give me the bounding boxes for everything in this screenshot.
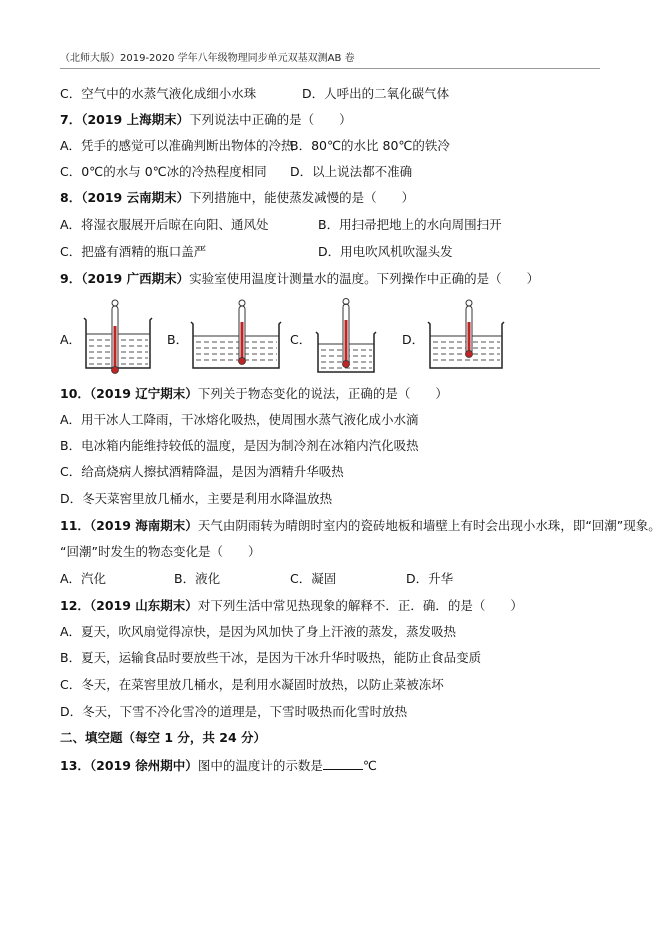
q10-number: 10． bbox=[60, 386, 90, 401]
q13-unit: ℃ bbox=[362, 758, 377, 773]
q9-text: 实验室使用温度计测量水的温度。下列操作中正确的是（ ） bbox=[189, 271, 540, 286]
q7-option-c: C．0℃的水与 0℃冰的冷热程度相同 bbox=[60, 164, 267, 179]
q7-text: 下列说法中正确的是（ ） bbox=[189, 112, 352, 127]
beaker-a-figure bbox=[78, 298, 158, 374]
section-title-fill-in: 二、填空题（每空 1 分，共 24 分） bbox=[60, 730, 267, 745]
q9-stem bbox=[60, 271, 539, 287]
q9-option-d-label: D． bbox=[402, 332, 425, 347]
q12-option-d: D．冬天，下雪不冷化雪冷的道理是，下雪时吸热而化雪时放热 bbox=[60, 704, 408, 719]
q12-option-c: C．冬天，在菜窖里放几桶水，是利用水凝固时放热，以防止菜被冻坏 bbox=[60, 677, 444, 692]
q12-option-b: B．夏天，运输食品时要放些干冰，是因为干冰升华时吸热，能防止食品变质 bbox=[60, 650, 482, 665]
q10-option-d: D．冬天菜窖里放几桶水，主要是利用水降温放热 bbox=[60, 491, 333, 506]
q13-number: 13． bbox=[60, 758, 90, 773]
q6-option-c: C．空气中的水蒸气液化成细小水珠 bbox=[60, 86, 257, 101]
q9-source: （2019 广西期末） bbox=[81, 271, 190, 286]
q11-option-d: D．升华 bbox=[406, 571, 454, 586]
q12-number: 12． bbox=[60, 598, 90, 613]
q12-option-a: A．夏天，吹风扇觉得凉快，是因为风加快了身上汗液的蒸发，蒸发吸热 bbox=[60, 624, 457, 639]
page-header: （北师大版）2019-2020 学年八年级物理同步单元双基双测AB 卷 bbox=[60, 53, 355, 64]
q9-number: 9． bbox=[60, 271, 82, 286]
q8-option-a: A．将湿衣服展开后晾在向阳、通风处 bbox=[60, 217, 269, 232]
q13-stem bbox=[60, 757, 377, 774]
q13-answer-blank[interactable] bbox=[323, 757, 363, 770]
q7-stem bbox=[60, 112, 352, 128]
q13-source: （2019 徐州期中） bbox=[89, 758, 198, 773]
beaker-d-figure bbox=[424, 298, 510, 374]
q8-option-b: B．用扫帚把地上的水向周围扫开 bbox=[318, 217, 502, 232]
q7-number: 7． bbox=[60, 112, 82, 127]
q10-stem bbox=[60, 386, 448, 402]
q11-source: （2019 海南期末） bbox=[89, 518, 198, 533]
q12-stem bbox=[60, 598, 523, 614]
q9-option-c bbox=[290, 298, 390, 374]
q13-text: 图中的温度计的示数是 bbox=[197, 758, 323, 773]
q7-source: （2019 上海期末） bbox=[81, 112, 190, 127]
q9-option-d bbox=[402, 298, 512, 374]
q11-text: 天气由阴雨转为晴朗时室内的瓷砖地板和墙壁上有时会出现小水珠，即“回潮”现象。 bbox=[197, 518, 661, 533]
q8-stem bbox=[60, 190, 414, 206]
q9-option-a bbox=[60, 298, 160, 374]
beaker-b-figure bbox=[187, 298, 287, 374]
q11-stem bbox=[60, 518, 661, 534]
q12-text: 对下列生活中常见热现象的解释不．正．确．的是（ ） bbox=[197, 598, 523, 613]
q10-option-b: B．电冰箱内能维持较低的温度，是因为制冷剂在冰箱内汽化吸热 bbox=[60, 438, 419, 453]
q10-option-a: A．用干冰人工降雨，干冰熔化吸热，使周围水蒸气液化成小水滴 bbox=[60, 412, 419, 427]
q9-option-c-label: C． bbox=[290, 332, 312, 347]
q9-option-b-label: B． bbox=[167, 332, 189, 347]
q7-option-d: D．以上说法都不准确 bbox=[290, 164, 413, 179]
q9-option-b bbox=[167, 298, 287, 374]
q12-source: （2019 山东期末） bbox=[89, 598, 198, 613]
q11-stem-continued: “回潮”时发生的物态变化是（ ） bbox=[60, 544, 261, 559]
q11-option-a: A．汽化 bbox=[60, 571, 107, 586]
q11-number: 11． bbox=[60, 518, 90, 533]
q7-option-a: A．凭手的感觉可以准确判断出物体的冷热 bbox=[60, 138, 294, 153]
q7-option-b: B．80℃的水比 80℃的铁冷 bbox=[290, 138, 450, 153]
q6-option-d: D．人呼出的二氧化碳气体 bbox=[302, 86, 450, 101]
q10-source: （2019 辽宁期末） bbox=[89, 386, 198, 401]
q8-source: （2019 云南期末） bbox=[81, 190, 190, 205]
q8-text: 下列措施中，能使蒸发减慢的是（ ） bbox=[189, 190, 415, 205]
q11-option-b: B．液化 bbox=[174, 571, 221, 586]
q10-option-c: C．给高烧病人擦拭酒精降温，是因为酒精升华吸热 bbox=[60, 464, 344, 479]
q8-number: 8． bbox=[60, 190, 82, 205]
q8-option-c: C．把盛有酒精的瓶口盖严 bbox=[60, 244, 207, 259]
q10-text: 下列关于物态变化的说法，正确的是（ ） bbox=[197, 386, 448, 401]
q9-option-a-label: A． bbox=[60, 332, 82, 347]
q8-option-d: D．用电吹风机吹湿头发 bbox=[318, 244, 453, 259]
header-divider bbox=[60, 68, 600, 69]
q11-option-c: C．凝固 bbox=[290, 571, 337, 586]
beaker-c-figure bbox=[310, 298, 390, 374]
